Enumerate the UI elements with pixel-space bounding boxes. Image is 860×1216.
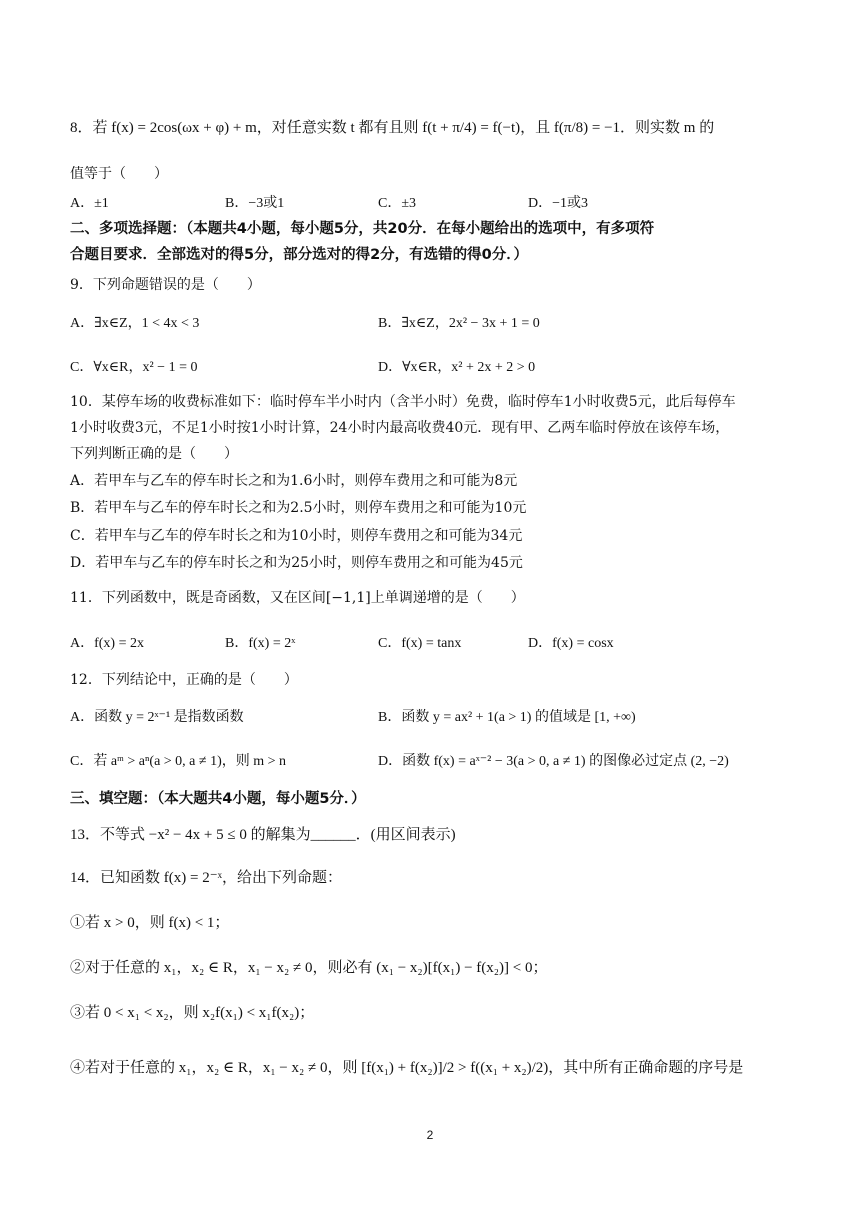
q8-line2: 值等于（ ） bbox=[70, 166, 168, 182]
q10-option-b: B．若甲车与乙车的停车时长之和为2.5小时，则停车费用之和可能为10元 bbox=[70, 500, 527, 516]
section3-heading: 三、填空题：（本大题共4小题，每小题5分．） bbox=[70, 791, 366, 807]
q9-option-b: B．∃x∈Z，2x² − 3x + 1 = 0 bbox=[378, 316, 540, 331]
q14-item-2: ②对于任意的 x₁，x₂ ∈ R，x₁ − x₂ ≠ 0，则必有 (x₁ − x₂)[f(x₁) − f(x₂)] < 0； bbox=[70, 960, 548, 976]
q11-option-b: B．f(x) = 2ˣ bbox=[225, 636, 296, 651]
q12-option-a: A．函数 y = 2ˣ⁻¹ 是指数函数 bbox=[70, 710, 244, 725]
q8-option-d: D．−1或3 bbox=[528, 196, 589, 211]
q11-stem: 11．下列函数中，既是奇函数，又在区间[−1,1]上单调递增的是（ ） bbox=[70, 590, 525, 606]
q10-option-a: A．若甲车与乙车的停车时长之和为1.6小时，则停车费用之和可能为8元 bbox=[70, 473, 518, 489]
q8-option-a: A．±1 bbox=[70, 196, 109, 211]
q10-stem-line3: 下列判断正确的是（ ） bbox=[70, 446, 238, 462]
section2-heading-line1: 二、多项选择题：（本题共4小题，每小题5分，共20分．在每小题给出的选项中，有多项符 bbox=[70, 221, 655, 237]
page-number: 2 bbox=[426, 1128, 434, 1142]
q12-stem: 12．下列结论中，正确的是（ ） bbox=[70, 672, 298, 688]
q10-option-c: C．若甲车与乙车的停车时长之和为10小时，则停车费用之和可能为34元 bbox=[70, 528, 523, 544]
q10-option-d: D．若甲车与乙车的停车时长之和为25小时，则停车费用之和可能为45元 bbox=[70, 555, 523, 571]
q9-option-a: A．∃x∈Z，1 < 4x < 3 bbox=[70, 316, 200, 331]
q14-item-3: ③若 0 < x₁ < x₂，则 x₂f(x₁) < x₁f(x₂)； bbox=[70, 1005, 315, 1021]
q10-stem-line2: 1小时收费3元，不足1小时按1小时计算，24小时内最高收费40元．现有甲、乙两车临时停放在该停车场， bbox=[70, 420, 730, 436]
q14-item-4: ④若对于任意的 x₁，x₂ ∈ R，x₁ − x₂ ≠ 0，则 [f(x₁) + f(x₂)]/2 > f((x₁ + x₂)/2)，其中所有正确命题的序号是 bbox=[70, 1060, 744, 1076]
q8-option-c: C．±3 bbox=[378, 196, 417, 211]
q14-item-1: ①若 x > 0，则 f(x) < 1； bbox=[70, 915, 230, 931]
q8-line1: 8．若 f(x) = 2cos(ωx + φ) + m，对任意实数 t 都有且则 f(t + π/4) = f(−t)，且 f(π/8) = −1．则实数 m 的 bbox=[70, 120, 715, 136]
q10-stem-line1: 10．某停车场的收费标准如下：临时停车半小时内（含半小时）免费，临时停车1小时收费5元，此后每停车 bbox=[70, 394, 736, 410]
section2-heading-line2: 合题目要求．全部选对的得5分，部分选对的得2分，有选错的得0分．） bbox=[70, 247, 529, 263]
q11-option-c: C．f(x) = tanx bbox=[378, 636, 462, 651]
q14-stem: 14．已知函数 f(x) = 2⁻ˣ，给出下列命题： bbox=[70, 870, 342, 886]
q13-stem: 13．不等式 −x² − 4x + 5 ≤ 0 的解集为______．(用区间表示) bbox=[70, 827, 456, 843]
q8-option-b: B．−3或1 bbox=[225, 196, 285, 211]
q12-option-d: D．函数 f(x) = aˣ⁻² − 3(a > 0, a ≠ 1) 的图像必过定点 (2, −2) bbox=[378, 754, 729, 769]
q12-option-b: B．函数 y = ax² + 1(a > 1) 的值域是 [1, +∞) bbox=[378, 710, 636, 725]
q9-option-d: D．∀x∈R，x² + 2x + 2 > 0 bbox=[378, 360, 536, 375]
q11-option-d: D．f(x) = cosx bbox=[528, 636, 614, 651]
q11-option-a: A．f(x) = 2x bbox=[70, 636, 144, 651]
q9-stem: 9．下列命题错误的是（ ） bbox=[70, 277, 261, 293]
q9-option-c: C．∀x∈R，x² − 1 = 0 bbox=[70, 360, 198, 375]
q12-option-c: C．若 aᵐ > aⁿ(a > 0, a ≠ 1)，则 m > n bbox=[70, 754, 287, 769]
